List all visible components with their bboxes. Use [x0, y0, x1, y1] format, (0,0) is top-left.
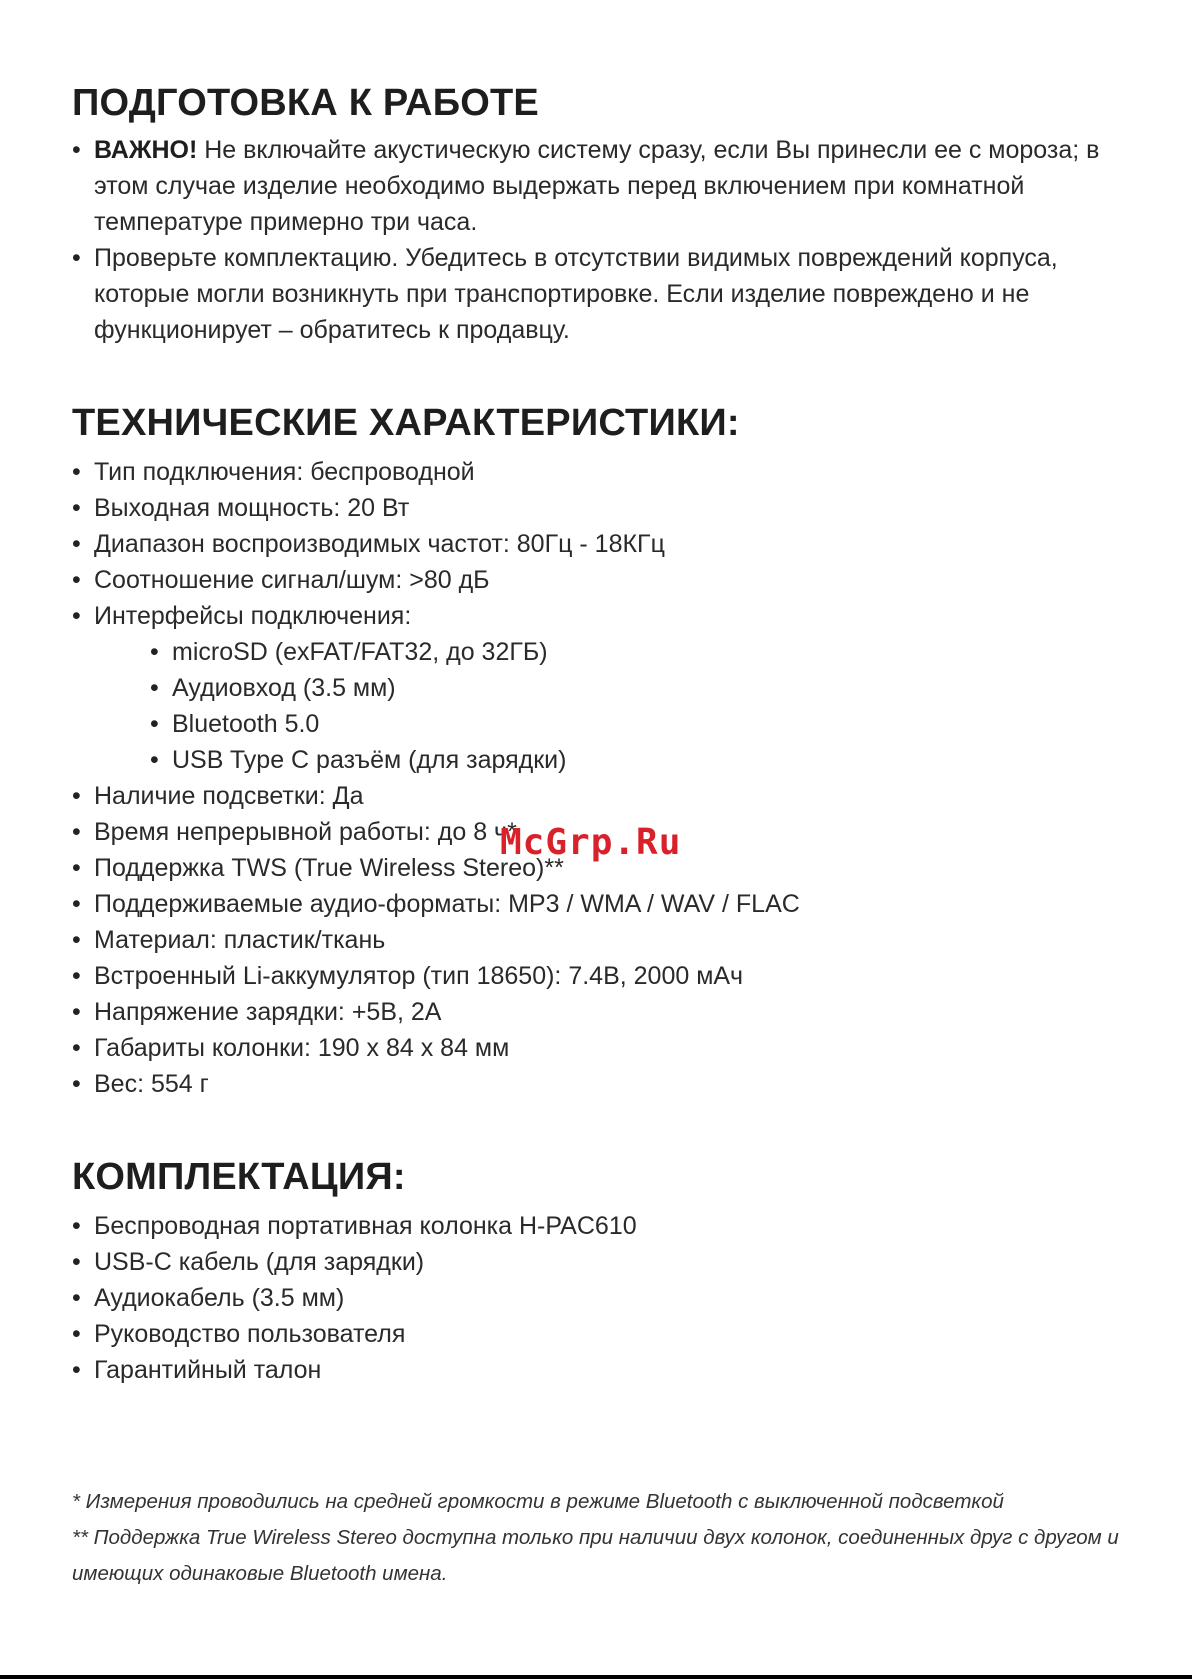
document-page	[72, 78, 1152, 1388]
list-item: • Гарантийный талон	[72, 1352, 1152, 1388]
specs-list	[72, 454, 1152, 1102]
list-item: • Габариты колонки: 190 х 84 х 84 мм	[72, 1030, 1152, 1066]
list-item: • Встроенный Li-аккумулятор (тип 18650): 7.4В, 2000 мАч	[72, 958, 1152, 994]
list-item: • Время непрерывной работы: до 8 ч*	[72, 814, 1152, 850]
important-label: ВАЖНО!	[94, 136, 198, 164]
footnote: * Измерения проводились на средней громкости в режиме Bluetooth с выключенной подсветкой	[72, 1490, 1004, 1513]
list-item: • Проверьте комплектацию. Убедитесь в отсутствии видимых повреждений корпуса, которые могли возникнуть при транспортировке. Если изделие повреждено и не функционирует – обратитесь к продавцу.	[72, 240, 1152, 348]
preparation-list	[72, 132, 1152, 348]
list-item: • Руководство пользователя	[72, 1316, 1152, 1352]
list-item: • Наличие подсветки: Да	[72, 778, 1152, 814]
list-item: • Выходная мощность: 20 Вт	[72, 490, 1152, 526]
sub-list-item: • Аудиовход (3.5 мм)	[72, 670, 1152, 706]
list-item: • Материал: пластик/ткань	[72, 922, 1152, 958]
list-item	[72, 132, 1152, 240]
sub-list-item: • microSD (exFAT/FAT32, до 32ГБ)	[72, 634, 1152, 670]
list-item: • USB-C кабель (для зарядки)	[72, 1244, 1152, 1280]
section-title-kit: КОМПЛЕКТАЦИЯ:	[72, 1156, 406, 1198]
watermark: McGrp.Ru	[500, 822, 682, 863]
footnote: ** Поддержка True Wireless Stereo доступна только при наличии двух колонок, соединенных друг с другом и имеющих одинаковые Bluetooth имена.	[72, 1526, 1119, 1585]
list-item: • Беспроводная портативная колонка H-PAC610	[72, 1208, 1152, 1244]
list-item: • Поддерживаемые аудио-форматы: MP3 / WMA / WAV / FLAC	[72, 886, 1152, 922]
sub-list-item: • Bluetooth 5.0	[72, 706, 1152, 742]
list-item-text: Не включайте акустическую систему сразу, если Вы принесли ее с мороза; в этом случае изделие необходимо выдержать перед включением при комнатной температуре примерно три часа.	[94, 136, 1100, 236]
section-title-preparation: ПОДГОТОВКА К РАБОТЕ	[72, 82, 539, 124]
list-item: • Напряжение зарядки: +5В, 2А	[72, 994, 1152, 1030]
sub-list-item: • USB Type C разъём (для зарядки)	[72, 742, 1152, 778]
list-item: • Поддержка TWS (True Wireless Stereo)**	[72, 850, 1152, 886]
section-title-specs: ТЕХНИЧЕСКИЕ ХАРАКТЕРИСТИКИ:	[72, 402, 740, 444]
list-item: • Вес: 554 г	[72, 1066, 1152, 1102]
list-item: • Диапазон воспроизводимых частот: 80Гц - 18КГц	[72, 526, 1152, 562]
list-item: • Соотношение сигнал/шум: >80 дБ	[72, 562, 1152, 598]
list-item: • Аудиокабель (3.5 мм)	[72, 1280, 1152, 1316]
kit-list	[72, 1208, 1152, 1388]
footnotes	[72, 1484, 1152, 1592]
list-item: • Интерфейсы подключения:	[72, 598, 1152, 634]
bottom-border	[0, 1675, 1192, 1679]
list-item: • Тип подключения: беспроводной	[72, 454, 1152, 490]
